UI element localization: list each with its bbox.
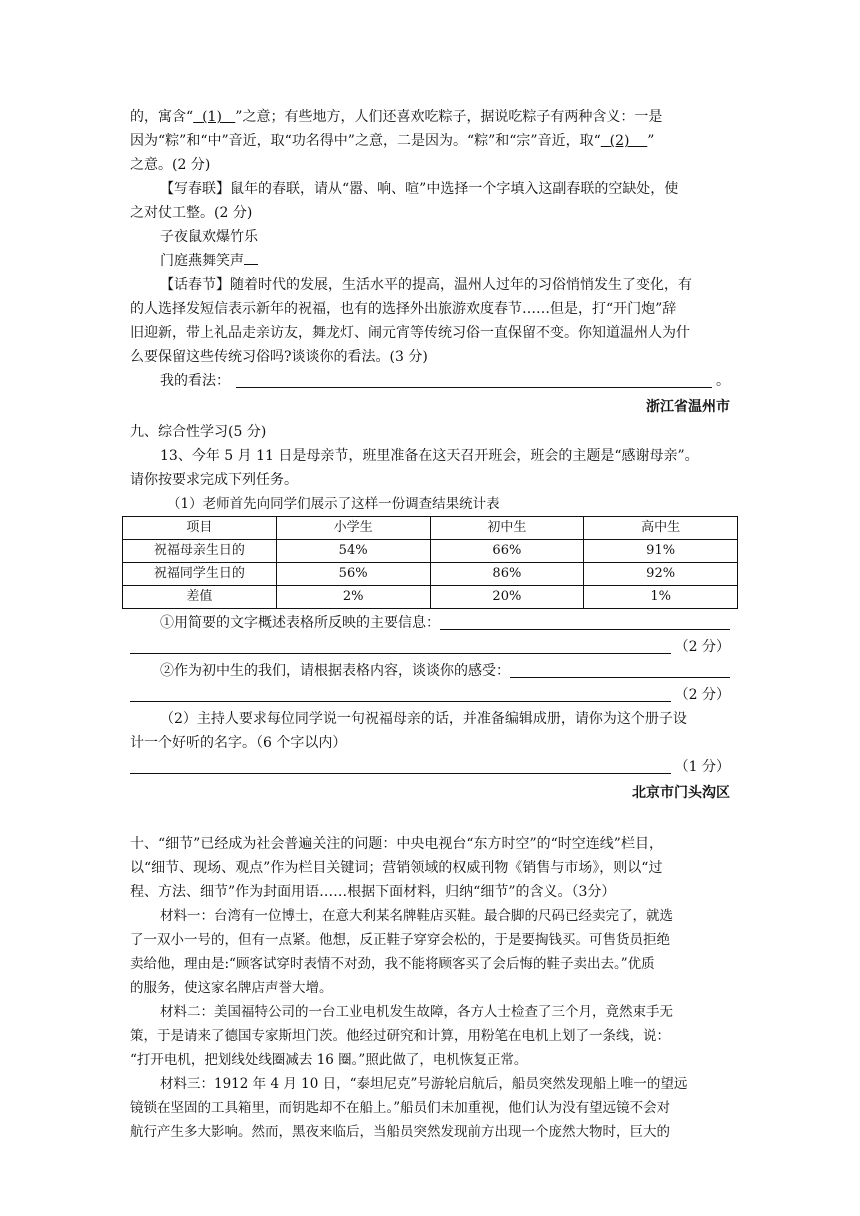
text-line: （1）老师首先向同学们展示了这样一份调查结果统计表 [167,496,500,512]
table-cell: 2% [276,586,430,609]
task2-row-2: （2 分） [130,683,730,707]
table-header-row [123,517,738,540]
task2-answer-line-2[interactable] [130,685,671,702]
table-row [123,540,738,563]
table-cell: 1% [584,586,738,609]
text-line: 程、方法、细节”作为封面用语……根据下面材料，归纳“细节”的含义。（3分） [130,884,616,900]
text-line: 以“细节、现场、观点”作为栏目关键词；营销领域的权威刊物《销售与市场》，则以“过 [130,860,663,876]
couplet-line-1: 子夜鼠欢爆竹乐 [160,229,258,245]
table-cell: 56% [276,563,430,586]
material-3: 材料三：1912 年 4 月 10 日，“泰坦尼克”号游轮启航后，船员突然发现船上唯一的望远 [160,1076,688,1092]
text-line: 请你按要求完成下列任务。 [130,472,298,488]
table-cell: 20% [430,586,584,609]
text-line: 了一双小一号的，但有一点紧。他想，反正鞋子穿穿会松的，于是要掏钱买。可售货员拒绝 [130,932,670,948]
view-answer-row: 我的看法： 。 [130,369,730,393]
table-header-cell: 小学生 [276,517,430,540]
blank-1[interactable]: (1) [202,109,222,125]
text-line: 的人选择发短信表示新年的祝福，也有的选择外出旅游欢度春节……但是，打“开门炮”辞 [130,301,677,317]
view-answer-line[interactable] [236,371,712,388]
text-line: 策，于是请来了德国专家斯坦门茨。他经过研究和计算，用粉笔在电机上划了一条线，说： [130,1028,670,1044]
text-line: 十、“细节”已经成为社会普遍关注的问题：中央电视台“东方时空”的“时空连线”栏目， [130,836,663,852]
spring-festival-section [130,105,730,419]
text-line: 因为“粽”和“中”音近，取“功名得中”之意，二是因为。“粽”和“宗”音近，取“ (2) ” [130,133,655,149]
table-header-cell: 高中生 [584,517,738,540]
couplet-blank[interactable] [244,249,258,265]
task1-row-2: （2 分） [130,635,730,659]
section-10 [130,832,730,1144]
text-line: 计一个好听的名字。（6 个字以内） [130,735,347,751]
task2-row: ②作为初中生的我们，请根据表格内容，谈谈你的感受： [130,659,730,683]
text-line: 卖给他，理由是:“顾客试穿时表情不对劲，我不能将顾客买了会后悔的鞋子卖出去。”优质 [130,956,655,972]
blank-2[interactable]: (2) [609,133,630,149]
table-cell: 92% [584,563,738,586]
text-line: 之意。(2 分) [130,157,211,173]
table-cell: 91% [584,540,738,563]
table-header-cell: 项目 [123,517,277,540]
material-2: 材料二：美国福特公司的一台工业电机发生故障，各方人士检查了三个月，竟然束手无 [160,1004,673,1020]
text-line: 的服务，使这家名牌店声誉大增。 [130,980,333,996]
task1-answer-line-1[interactable] [440,613,730,630]
survey-table [122,516,738,609]
name-answer-row: （1 分） [130,755,730,779]
table-header-cell: 初中生 [430,517,584,540]
text-line: 【话春节】随着时代的发展，生活水平的提高，温州人过年的习俗悄悄发生了变化，有 [160,277,692,293]
table-cell: 86% [430,563,584,586]
material-1: 材料一：台湾有一位博士，在意大利某名牌鞋店买鞋。最合脚的尺码已经卖完了，就选 [160,908,673,924]
text-line: 航行产生多大影响。然而，黑夜来临后，当船员突然发现前方出现一个庞然大物时，巨大的 [130,1124,670,1140]
table-row [123,586,738,609]
text-line: 镜锁在坚固的工具箱里，而钥匙却不在船上。”船员们未加重视，他们认为没有望远镜不会对 [130,1100,671,1116]
text-line: （2）主持人要求每位同学说一句祝福母亲的话，并准备编辑成册，请你为这个册子设 [160,711,687,727]
table-row [123,563,738,586]
task1-answer-line-2[interactable] [130,637,671,654]
section-9 [130,420,730,805]
text-line: 的，寓含“ (1) ”之意；有些地方，人们还喜欢吃粽子，据说吃粽子有两种含义：一是 [130,109,663,125]
text-line: 13、今年 5 月 11 日是母亲节，班里准备在这天召开班会，班会的主题是“感谢母亲”。 [160,448,699,464]
section-heading: 九、综合性学习(5 分) [130,424,267,440]
text-line: 【写春联】鼠年的春联，请从“嚣、响、喧”中选择一个字填入这副春联的空缺处，使 [160,181,679,197]
text-line: 么要保留这些传统习俗吗?谈谈你的看法。(3 分) [130,349,428,365]
table-cell: 差值 [123,586,277,609]
table-cell: 祝福同学生日的 [123,563,277,586]
task1-row: ①用简要的文字概述表格所反映的主要信息： [130,611,730,635]
task2-answer-line-1[interactable] [510,661,730,678]
table-cell: 祝福母亲生日的 [123,540,277,563]
text-line: 之对仗工整。(2 分) [130,205,253,221]
text-line: “打开电机，把划线处线圈减去 16 圈。”照此做了，电机恢复正常。 [130,1052,528,1068]
table-cell: 54% [276,540,430,563]
view-label: 我的看法： [160,373,230,389]
source-label: 浙江省温州市 [646,399,730,415]
name-answer-line[interactable] [130,757,671,774]
source-label: 北京市门头沟区 [632,785,730,801]
table-cell: 66% [430,540,584,563]
text-line: 旧迎新，带上礼品走亲访友，舞龙灯、闹元宵等传统习俗一直保留不变。你知道温州人为什 [130,325,690,341]
couplet-line-2: 门庭燕舞笑声 [130,249,730,273]
